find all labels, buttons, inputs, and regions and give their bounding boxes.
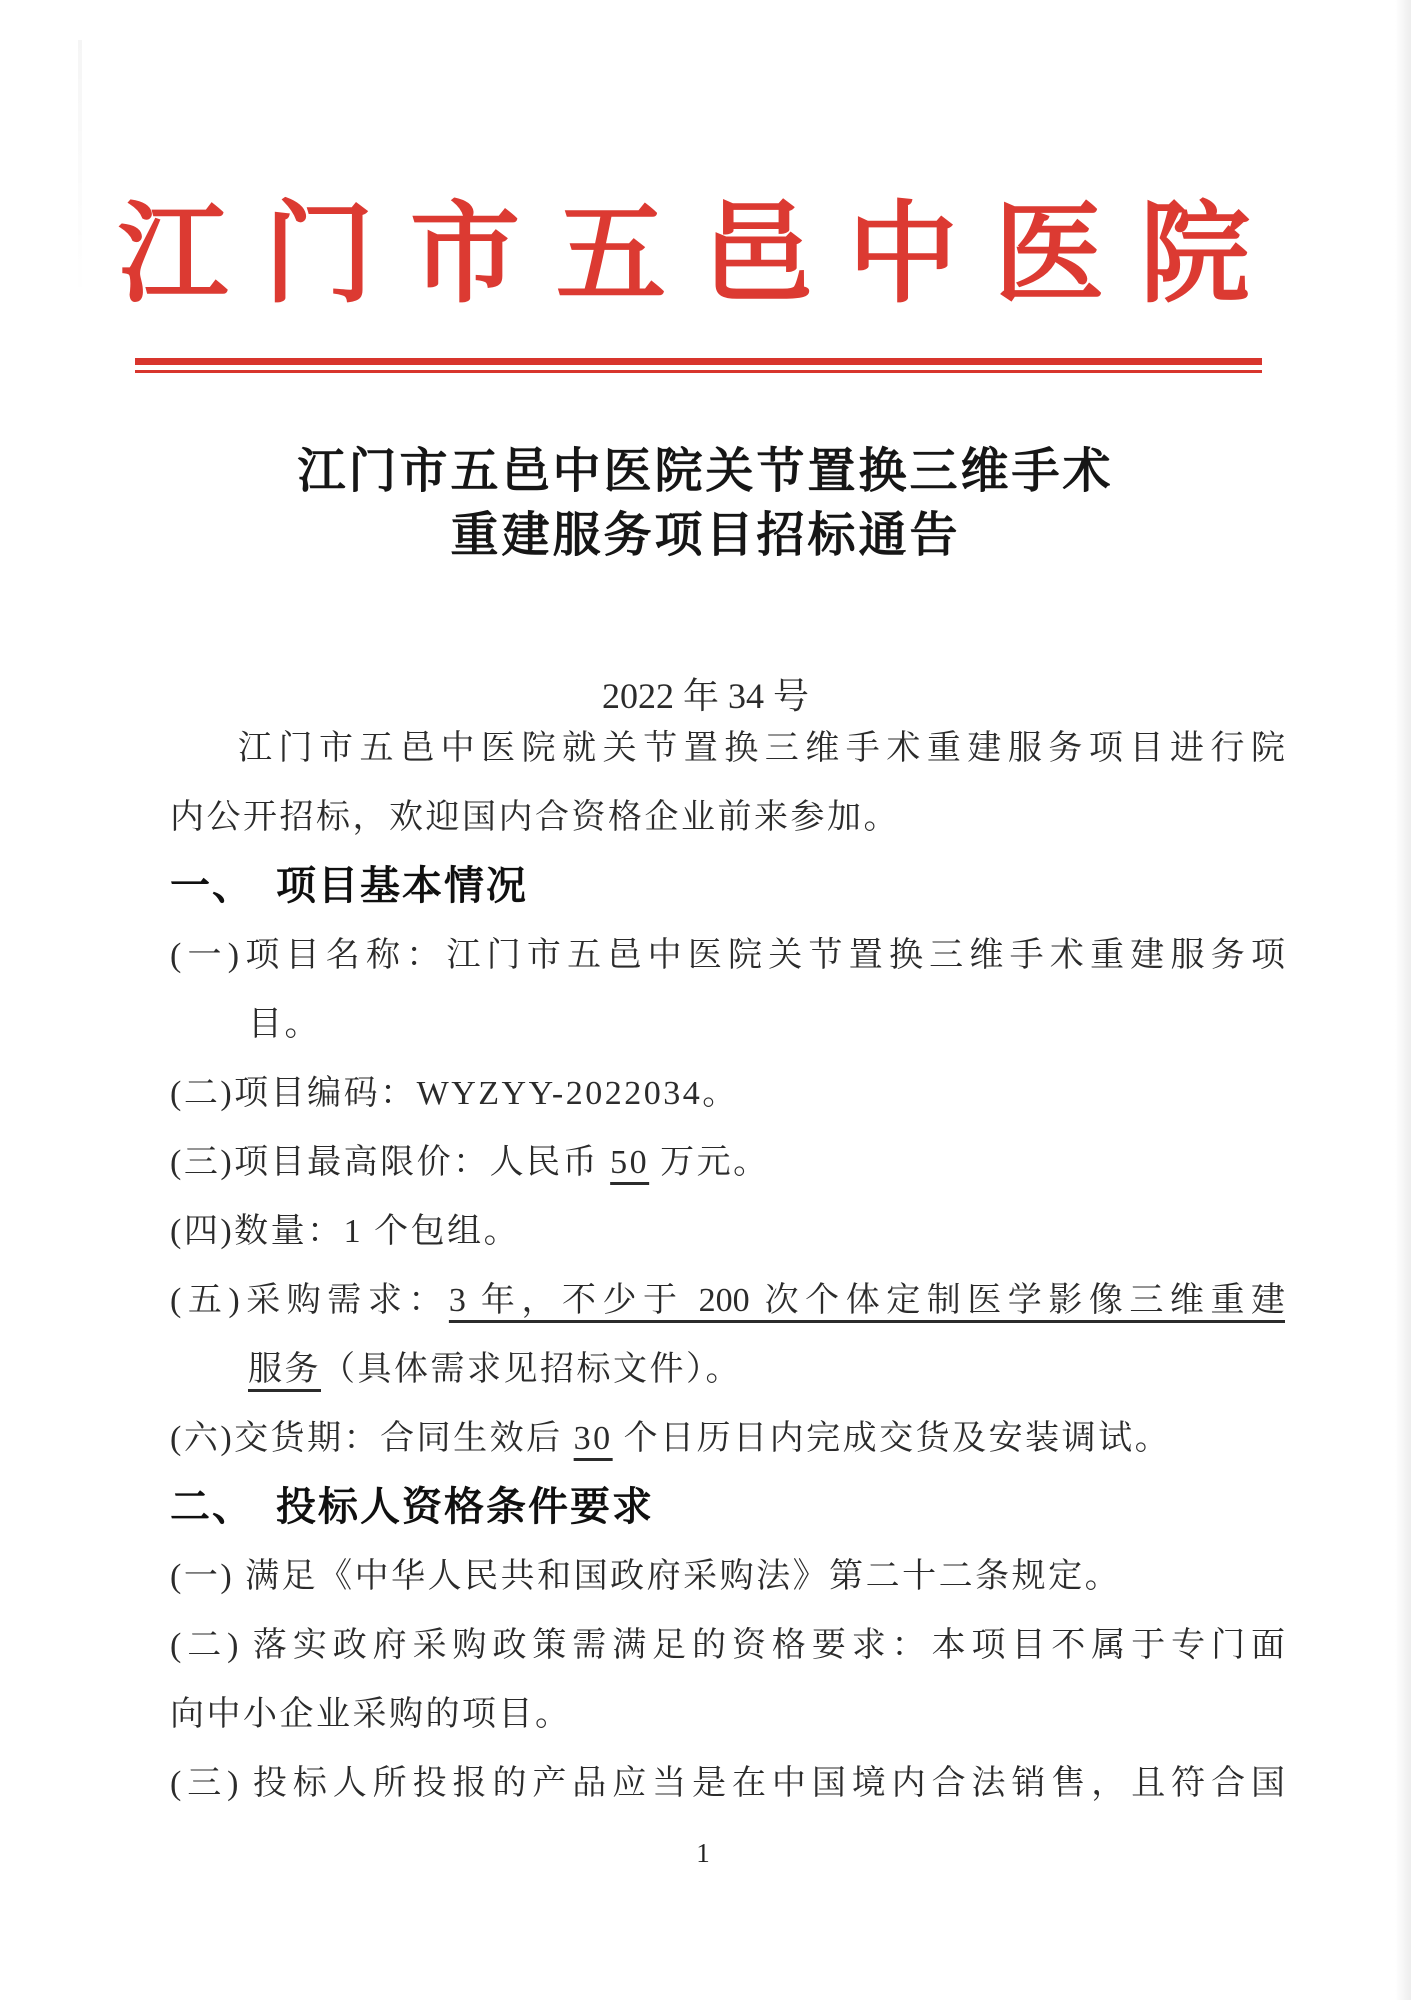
- document-title-line-2: 重建服务项目招标通告: [450, 509, 961, 562]
- text-line: [170, 921, 1285, 990]
- section-heading: [170, 852, 1285, 921]
- text-segment: (二)项目编码：WYZYY-2022034。: [170, 1075, 739, 1112]
- text-segment: (三) 投标人所投报的产品应当是在中国境内合法销售，且符合国: [170, 1765, 1285, 1802]
- document-title-line-1: 江门市五邑中医院关节置换三维手术: [297, 445, 1114, 498]
- text-line: [170, 990, 1285, 1059]
- text-segment: (五)采购需求：: [170, 1282, 449, 1319]
- text-segment: 目。: [248, 1006, 321, 1043]
- text-segment: (三)项目最高限价：人民币: [170, 1144, 611, 1181]
- underlined-text: 3 年，不少于 200 次个体定制医学影像三维重建: [448, 1282, 1285, 1319]
- hospital-masthead: 江门市五邑中医院: [118, 189, 1286, 318]
- text-segment: 向中小企业采购的项目。: [170, 1696, 572, 1733]
- document-body: [170, 714, 1285, 1818]
- underlined-text: 服务: [248, 1351, 321, 1388]
- text-line: [170, 1680, 1285, 1749]
- underlined-text: 30: [573, 1420, 613, 1457]
- text-line: [170, 1128, 1285, 1197]
- scan-artifact: [78, 40, 82, 300]
- text-segment: (四)数量：1 个包组。: [170, 1213, 521, 1250]
- text-line: [170, 714, 1285, 783]
- text-line: [170, 1266, 1285, 1335]
- text-segment: (一) 满足《中华人民共和国政府采购法》第二十二条规定。: [170, 1558, 1122, 1595]
- text-segment: 个日历日内完成交货及安装调试。: [612, 1420, 1172, 1457]
- section-heading: [170, 1473, 1285, 1542]
- scan-edge-shadow: [1395, 0, 1411, 2000]
- underlined-text: 50: [610, 1144, 650, 1181]
- text-line: [170, 1197, 1285, 1266]
- text-segment: 一、 项目基本情况: [170, 864, 528, 908]
- document-number: 2022 年 34 号: [601, 676, 809, 716]
- text-segment: 万元。: [649, 1144, 770, 1181]
- text-segment: （具体需求见招标文件）。: [321, 1351, 742, 1388]
- text-line: [170, 1059, 1285, 1128]
- text-line: [170, 1542, 1285, 1611]
- text-segment: 二、 投标人资格条件要求: [170, 1485, 654, 1529]
- document-title: [13, 440, 1398, 568]
- text-line: [170, 1749, 1285, 1818]
- text-segment: (六)交货期：合同生效后: [170, 1420, 574, 1457]
- text-line: [170, 1611, 1285, 1680]
- text-segment: 内公开招标，欢迎国内合资格企业前来参加。: [170, 799, 900, 836]
- text-segment: (一)项目名称：江门市五邑中医院关节置换三维手术重建服务项: [170, 937, 1285, 974]
- text-segment: (二) 落实政府采购政策需满足的资格要求：本项目不属于专门面: [170, 1627, 1285, 1664]
- text-line: [170, 783, 1285, 852]
- text-line: [170, 1335, 1285, 1404]
- masthead-double-rule: [135, 358, 1262, 373]
- text-line: [170, 1404, 1285, 1473]
- text-segment: 江门市五邑中医院就关节置换三维手术重建服务项目进行院: [238, 730, 1285, 767]
- page-number: 1: [696, 1838, 710, 1868]
